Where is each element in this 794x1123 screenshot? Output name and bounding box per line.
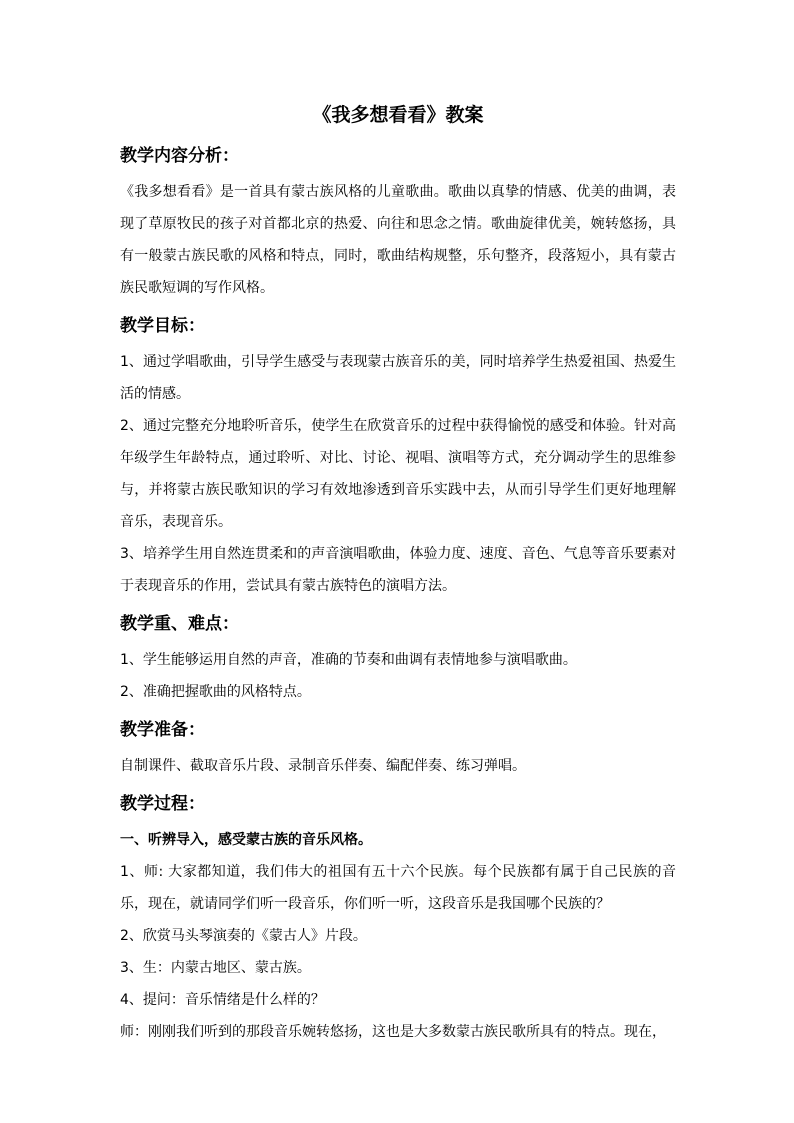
paragraph: 2、通过完整充分地聆听音乐，使学生在欣赏音乐的过程中获得愉悦的感受和体验。针对高年级学生年龄特点，通过聆听、对比、讨论、视唱、演唱等方式，充分调动学生的思维参与，并将蒙古族民歌知识的学习有效地渗透到音乐实践中去，从而引导学生们更好地理解音乐，表现音乐。 <box>120 418 676 530</box>
section-heading: 教学重、难点： <box>120 614 239 634</box>
paragraph: 2、准确把握歌曲的风格特点。 <box>120 684 311 700</box>
paragraph: 1、学生能够运用自然的声音，准确的节奏和曲调有表情地参与演唱歌曲。 <box>120 652 577 668</box>
document-content <box>120 100 676 1056</box>
section-heading: 教学准备： <box>120 720 205 740</box>
paragraph: 3、培养学生用自然连贯柔和的声音演唱歌曲，体验力度、速度、音色、气息等音乐要素对于表现音乐的作用，尝试具有蒙古族特色的演唱方法。 <box>120 546 676 594</box>
section-teaching-process <box>120 790 676 1048</box>
paragraph: 《我多想看看》是一首具有蒙古族风格的儿童歌曲。歌曲以真挚的情感、优美的曲调，表现了草原牧民的孩子对首都北京的热爱、向往和思念之情。歌曲旋律优美，婉转悠扬，具有一般蒙古族民歌的风格和特点，同时，歌曲结构规整，乐句整齐，段落短小，具有蒙古族民歌短调的写作风格。 <box>120 184 676 296</box>
section-heading: 教学过程： <box>120 794 205 814</box>
paragraph: 1、通过学唱歌曲，引导学生感受与表现蒙古族音乐的美，同时培养学生热爱祖国、热爱生活的情感。 <box>120 354 676 402</box>
paragraph: 2、欣赏马头琴演奏的《蒙古人》片段。 <box>120 928 367 944</box>
sub-heading: 一、听辨导入，感受蒙古族的音乐风格。 <box>120 832 372 848</box>
section-heading: 教学目标： <box>120 316 205 336</box>
paragraph: 4、提问：音乐情绪是什么样的？ <box>120 992 325 1008</box>
paragraph: 3、生：内蒙古地区、蒙古族。 <box>120 960 311 976</box>
document-title: 《我多想看看》教案 <box>312 104 484 126</box>
section-key-points <box>120 610 676 708</box>
section-content-analysis <box>120 142 676 304</box>
section-preparation <box>120 716 676 782</box>
section-teaching-goals <box>120 312 676 602</box>
paragraph: 自制课件、截取音乐片段、录制音乐伴奏、编配伴奏、练习弹唱。 <box>120 758 526 774</box>
paragraph: 1、师: 大家都知道，我们伟大的祖国有五十六个民族。每个民族都有属于自己民族的音乐，现在，就请同学们听一段音乐，你们听一听，这段音乐是我国哪个民族的？ <box>120 864 676 912</box>
paragraph: 师：刚刚我们听到的那段音乐婉转悠扬，这也是大多数蒙古族民歌所具有的特点。现在， <box>120 1024 666 1040</box>
section-heading: 教学内容分析： <box>120 146 239 166</box>
